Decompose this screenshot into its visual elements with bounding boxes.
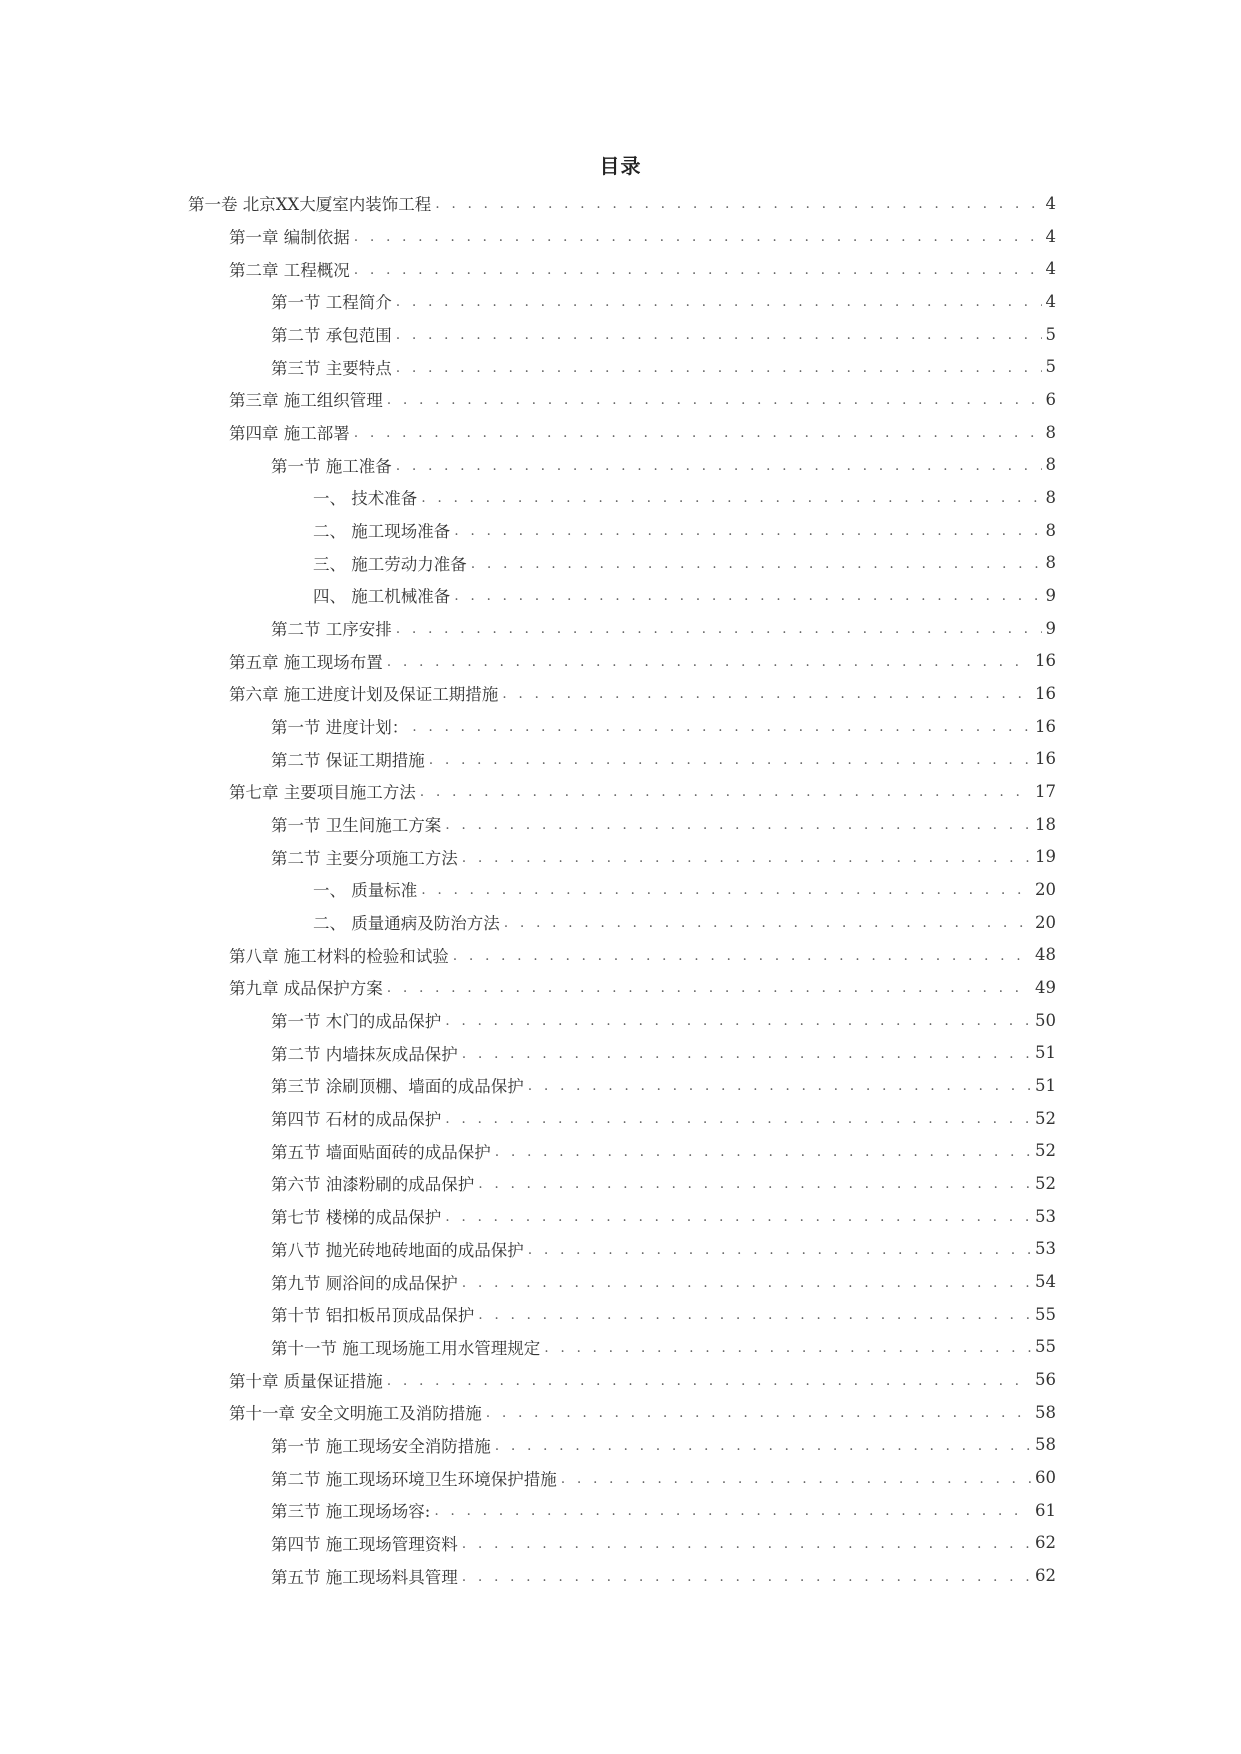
toc-entry-page-number: 55 — [1035, 1304, 1056, 1324]
toc-entry[interactable] — [0, 514, 1241, 547]
toc-dot-leader — [504, 915, 1031, 931]
toc-entry[interactable] — [0, 808, 1241, 841]
toc-entry[interactable] — [0, 710, 1241, 743]
toc-entry-page-number: 4 — [1045, 193, 1056, 213]
toc-entry-label: 第一节 施工现场安全消防措施 — [271, 1436, 491, 1456]
toc-entry[interactable] — [0, 220, 1241, 253]
toc-entry-page-number: 8 — [1045, 422, 1056, 442]
toc-entry-label: 第三节 主要特点 — [271, 358, 392, 378]
toc-entry[interactable] — [0, 938, 1241, 971]
toc-dot-leader — [420, 784, 1031, 800]
toc-entry-page-number: 53 — [1035, 1239, 1056, 1259]
toc-dot-leader — [354, 229, 1042, 245]
toc-entry[interactable] — [0, 1036, 1241, 1069]
toc-entry-page-number: 18 — [1035, 814, 1056, 834]
toc-entry[interactable] — [0, 1265, 1241, 1298]
toc-entry-label: 第十章 质量保证措施 — [229, 1371, 383, 1391]
toc-entry-label: 第六节 油漆粉刷的成品保护 — [271, 1175, 475, 1195]
toc-entry-label: 第六章 施工进度计划及保证工期措施 — [229, 685, 499, 705]
toc-entry-label: 一、 质量标准 — [313, 881, 418, 901]
toc-entry-page-number: 16 — [1035, 651, 1056, 671]
toc-entry-page-number: 5 — [1045, 324, 1056, 344]
toc-dot-leader — [495, 1144, 1031, 1160]
toc-entry-page-number: 58 — [1035, 1402, 1056, 1422]
toc-dot-leader — [471, 556, 1042, 572]
toc-entry-label: 第一节 施工准备 — [271, 456, 392, 476]
toc-entry[interactable] — [0, 1069, 1241, 1102]
toc-entry-page-number: 4 — [1045, 291, 1056, 311]
toc-entry-label: 第四节 石材的成品保护 — [271, 1110, 442, 1130]
toc-entry[interactable] — [0, 350, 1241, 383]
toc-dot-leader — [445, 1111, 1031, 1127]
toc-dot-leader — [462, 1275, 1031, 1291]
toc-entry-page-number: 51 — [1035, 1075, 1056, 1095]
toc-entry[interactable] — [0, 1004, 1241, 1037]
toc-entry-page-number: 61 — [1035, 1500, 1056, 1520]
toc-entry-page-number: 55 — [1035, 1337, 1056, 1357]
toc-entry-page-number: 8 — [1045, 553, 1056, 573]
toc-entry[interactable] — [0, 906, 1241, 939]
toc-entry[interactable] — [0, 1233, 1241, 1266]
toc-entry-label: 第一节 进度计划： — [271, 718, 409, 738]
toc-entry[interactable] — [0, 383, 1241, 416]
toc-dot-leader — [354, 425, 1042, 441]
toc-entry-label: 第九节 厕浴间的成品保护 — [271, 1273, 458, 1293]
toc-entry-label: 二、 施工现场准备 — [313, 522, 451, 542]
toc-entry[interactable] — [0, 546, 1241, 579]
toc-dot-leader — [462, 1046, 1031, 1062]
toc-dot-leader — [387, 392, 1042, 408]
toc-dot-leader — [528, 1242, 1031, 1258]
toc-entry-page-number: 9 — [1045, 618, 1056, 638]
toc-entry-page-number: 51 — [1035, 1043, 1056, 1063]
toc-entry-label: 二、 质量通病及防治方法 — [313, 914, 500, 934]
toc-entry-label: 第一卷 北京XX大厦室内装饰工程 — [188, 195, 432, 215]
toc-entry[interactable] — [0, 644, 1241, 677]
toc-entry-page-number: 48 — [1035, 945, 1056, 965]
toc-entry-label: 第二节 施工现场环境卫生环境保护措施 — [271, 1469, 557, 1489]
toc-entry-page-number: 53 — [1035, 1206, 1056, 1226]
toc-entry[interactable] — [0, 742, 1241, 775]
toc-entry-label: 一、 技术准备 — [313, 489, 418, 509]
toc-entry-page-number: 20 — [1035, 912, 1056, 932]
toc-entry-label: 第二章 工程概况 — [229, 260, 350, 280]
toc-entry-label: 第三节 施工现场场容: — [271, 1502, 431, 1522]
toc-dot-leader — [495, 1438, 1031, 1454]
toc-entry-page-number: 8 — [1045, 487, 1056, 507]
toc-entry-page-number: 4 — [1045, 226, 1056, 246]
toc-entry-label: 四、 施工机械准备 — [313, 587, 451, 607]
toc-entry-page-number: 6 — [1045, 389, 1056, 409]
toc-entry[interactable] — [0, 1527, 1241, 1560]
toc-entry-page-number: 54 — [1035, 1272, 1056, 1291]
toc-entry-page-number: 19 — [1035, 847, 1056, 867]
toc-entry[interactable] — [0, 1331, 1241, 1364]
toc-entry[interactable] — [0, 1363, 1241, 1396]
toc-dot-leader — [412, 719, 1031, 735]
toc-entry[interactable] — [0, 1134, 1241, 1167]
toc-entry-label: 第十一章 安全文明施工及消防措施 — [229, 1404, 482, 1424]
toc-entry-page-number: 56 — [1035, 1370, 1056, 1390]
toc-dot-leader — [462, 1569, 1031, 1585]
toc-entry[interactable] — [0, 1429, 1241, 1462]
toc-entry-page-number: 52 — [1035, 1108, 1056, 1128]
toc-entry-page-number: 16 — [1035, 683, 1056, 703]
toc-entry[interactable] — [0, 448, 1241, 481]
toc-entry[interactable] — [0, 187, 1241, 220]
toc-dot-leader — [396, 327, 1042, 343]
toc-entry-label: 第一节 木门的成品保护 — [271, 1012, 442, 1032]
toc-entry[interactable] — [0, 318, 1241, 351]
toc-entry-label: 第五章 施工现场布置 — [229, 652, 383, 672]
toc-entry-page-number: 17 — [1035, 781, 1056, 801]
toc-entry[interactable] — [0, 1200, 1241, 1233]
toc-entry[interactable] — [0, 481, 1241, 514]
toc-entry-label: 第九章 成品保护方案 — [229, 979, 383, 999]
toc-dot-leader — [387, 980, 1031, 996]
toc-entry-label: 三、 施工劳动力准备 — [313, 554, 467, 574]
toc-dot-leader — [462, 1536, 1031, 1552]
toc-entry-label: 第二节 承包范围 — [271, 326, 392, 346]
toc-entry[interactable] — [0, 1298, 1241, 1331]
toc-entry-page-number: 9 — [1045, 585, 1056, 605]
toc-entry-label: 第一节 卫生间施工方案 — [271, 816, 442, 836]
toc-dot-leader — [486, 1405, 1031, 1421]
toc-entry-page-number: 5 — [1045, 357, 1056, 377]
toc-dot-leader — [421, 490, 1041, 506]
toc-dot-leader — [429, 752, 1031, 768]
toc-list — [0, 187, 1241, 1592]
toc-dot-leader — [478, 1307, 1031, 1323]
toc-entry-page-number: 8 — [1045, 520, 1056, 540]
toc-entry[interactable] — [0, 677, 1241, 710]
toc-entry-label: 第七节 楼梯的成品保护 — [271, 1208, 442, 1228]
toc-dot-leader — [435, 196, 1041, 212]
toc-dot-leader — [421, 882, 1031, 898]
toc-entry-label: 第一节 工程简介 — [271, 293, 392, 313]
toc-dot-leader — [434, 1503, 1031, 1519]
toc-entry[interactable] — [0, 252, 1241, 285]
toc-dot-leader — [396, 294, 1042, 310]
toc-entry-page-number: 49 — [1035, 977, 1056, 997]
toc-entry[interactable] — [0, 579, 1241, 612]
toc-entry-label: 第二节 主要分项施工方法 — [271, 848, 458, 868]
toc-entry-label: 第二节 工序安排 — [271, 620, 392, 640]
toc-dot-leader — [396, 621, 1042, 637]
toc-dot-leader — [528, 1078, 1031, 1094]
toc-entry[interactable] — [0, 775, 1241, 808]
toc-entry[interactable] — [0, 1461, 1241, 1494]
toc-entry-label: 第四章 施工部署 — [229, 424, 350, 444]
toc-entry[interactable] — [0, 1559, 1241, 1592]
toc-entry-label: 第一章 编制依据 — [229, 228, 350, 247]
toc-entry-page-number: 52 — [1035, 1173, 1056, 1193]
toc-entry-label: 第七章 主要项目施工方法 — [229, 783, 416, 803]
toc-dot-leader — [387, 654, 1031, 670]
toc-entry-page-number: 62 — [1035, 1533, 1056, 1553]
toc-entry-page-number: 60 — [1035, 1468, 1056, 1488]
toc-entry[interactable] — [0, 1494, 1241, 1527]
toc-dot-leader — [445, 817, 1031, 833]
toc-dot-leader — [396, 360, 1042, 376]
toc-dot-leader — [544, 1340, 1031, 1356]
toc-entry[interactable] — [0, 285, 1241, 318]
toc-dot-leader — [387, 1373, 1031, 1389]
toc-title: 目录 — [599, 154, 642, 178]
toc-dot-leader — [462, 850, 1031, 866]
toc-entry-page-number: 20 — [1035, 879, 1056, 899]
toc-entry-label: 第十一节 施工现场施工用水管理规定 — [271, 1338, 541, 1358]
toc-dot-leader — [445, 1013, 1031, 1029]
toc-entry[interactable] — [0, 1167, 1241, 1200]
toc-entry-label: 第二节 保证工期措施 — [271, 750, 425, 770]
toc-entry[interactable] — [0, 1396, 1241, 1429]
toc-entry-page-number: 62 — [1035, 1566, 1056, 1586]
toc-entry-label: 第八节 抛光砖地砖地面的成品保护 — [271, 1240, 524, 1260]
toc-dot-leader — [453, 948, 1031, 964]
toc-entry-page-number: 58 — [1035, 1435, 1056, 1455]
toc-dot-leader — [561, 1471, 1031, 1487]
toc-dot-leader — [445, 1209, 1031, 1225]
toc-entry-label: 第十节 铝扣板吊顶成品保护 — [271, 1306, 475, 1326]
toc-entry[interactable] — [0, 612, 1241, 645]
toc-entry-page-number: 16 — [1035, 716, 1056, 736]
toc-entry[interactable] — [0, 873, 1241, 906]
toc-entry[interactable] — [0, 971, 1241, 1004]
toc-entry-label: 第三节 涂刷顶棚、墙面的成品保护 — [271, 1077, 524, 1097]
toc-dot-leader — [354, 262, 1042, 278]
toc-entry-label: 第八章 施工材料的检验和试验 — [229, 946, 449, 966]
toc-entry[interactable] — [0, 416, 1241, 449]
toc-dot-leader — [502, 686, 1031, 702]
toc-entry-page-number: 8 — [1045, 455, 1056, 475]
toc-dot-leader — [454, 588, 1041, 604]
toc-entry-label: 第二节 内墙抹灰成品保护 — [271, 1044, 458, 1064]
toc-entry-label: 第五节 墙面贴面砖的成品保护 — [271, 1142, 491, 1162]
toc-entry-label: 第五节 施工现场料具管理 — [271, 1567, 458, 1587]
toc-entry[interactable] — [0, 1102, 1241, 1135]
toc-entry-page-number: 50 — [1035, 1010, 1056, 1030]
toc-entry[interactable] — [0, 840, 1241, 873]
toc-entry-page-number: 16 — [1035, 749, 1056, 769]
toc-dot-leader — [396, 458, 1042, 474]
toc-dot-leader — [454, 523, 1041, 539]
toc-dot-leader — [478, 1176, 1031, 1192]
toc-entry-label: 第三章 施工组织管理 — [229, 391, 383, 411]
toc-entry-page-number: 52 — [1035, 1141, 1056, 1161]
toc-entry-page-number: 4 — [1045, 259, 1056, 279]
toc-entry-label: 第四节 施工现场管理资料 — [271, 1534, 458, 1554]
